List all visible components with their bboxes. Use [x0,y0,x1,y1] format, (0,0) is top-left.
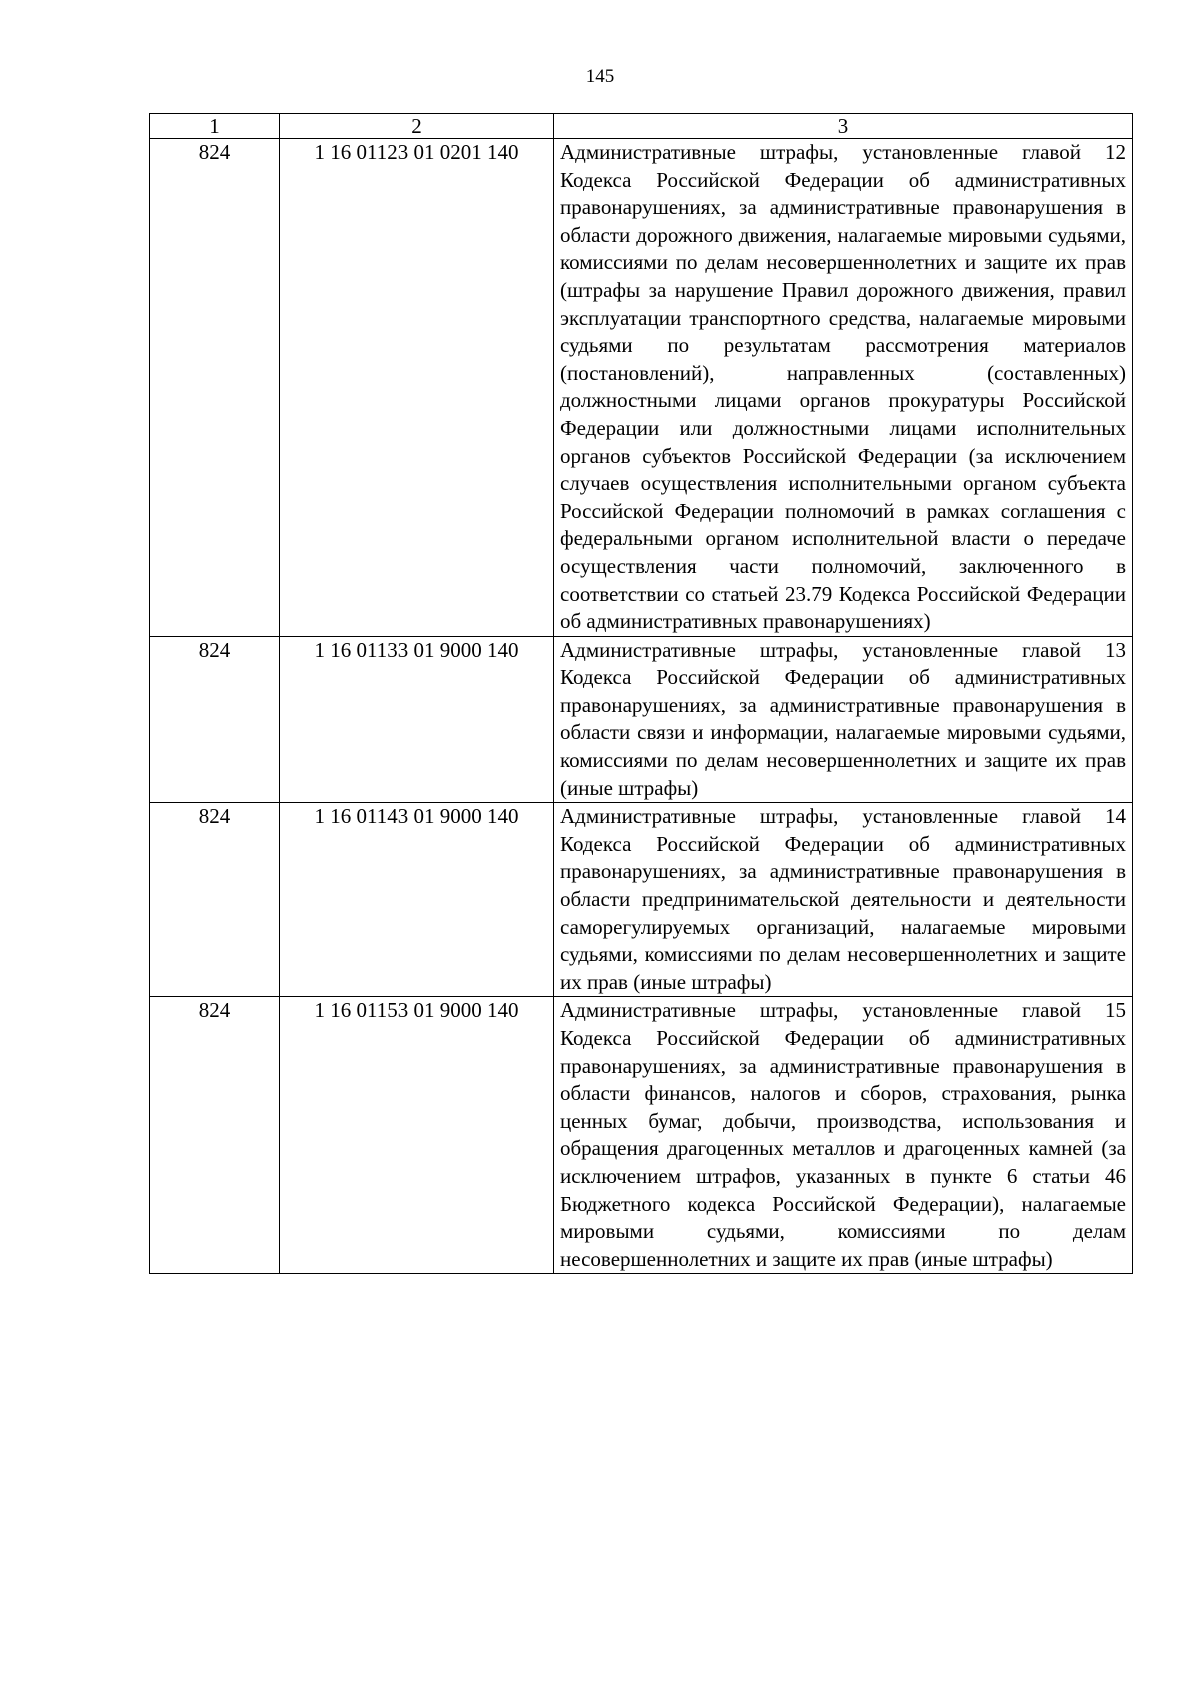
column-header-2: 2 [280,114,554,139]
column-header-1: 1 [150,114,280,139]
budget-classification-table [149,113,1133,1274]
admin-code-cell: 824 [150,139,280,637]
description-cell: Административные штрафы, установленные главой 12 Кодекса Российской Федерации об административных правонарушениях, за административные правонарушения в области дорожного движения, налагаемые мировыми судьями, комиссиями по делам несовершеннолетних и защите их прав (штрафы за нарушение Правил дорожного движения, правил эксплуатации транспортного средства, налагаемые мировыми судьями по результатам рассмотрения материалов (постановлений), направленных (составленных) должностными лицами органов прокуратуры Российской Федерации или должностными лицами исполнительных органов субъектов Российской Федерации (за исключением случаев осуществления исполнительными органом субъекта Российской Федерации полномочий в рамках соглашения с федеральными органом исполнительной власти о передаче осуществления части полномочий, заключенного в соответствии со статьей 23.79 Кодекса Российской Федерации об административных правонарушениях) [554,139,1133,637]
kbk-code-cell: 1 16 01123 01 0201 140 [280,139,554,637]
description-cell: Административные штрафы, установленные главой 15 Кодекса Российской Федерации об административных правонарушениях, за административные правонарушения в области финансов, налогов и сборов, страхования, рынка ценных бумаг, добычи, производства, использования и обращения драгоценных металлов и драгоценных камней (за исключением штрафов, указанных в пункте 6 статьи 46 Бюджетного кодекса Российской Федерации), налагаемые мировыми судьями, комиссиями по делам несовершеннолетних и защите их прав (иные штрафы) [554,997,1133,1274]
table-row [150,139,1133,637]
kbk-code-cell: 1 16 01153 01 9000 140 [280,997,554,1274]
table-row [150,636,1133,803]
admin-code-cell: 824 [150,997,280,1274]
table-header-row [150,114,1133,139]
description-cell: Административные штрафы, установленные главой 14 Кодекса Российской Федерации об административных правонарушениях, за административные правонарушения в области предпринимательской деятельности и деятельности саморегулируемых организаций, налагаемые мировыми судьями, комиссиями по делам несовершеннолетних и защите их прав (иные штрафы) [554,803,1133,997]
admin-code-cell: 824 [150,803,280,997]
column-header-3: 3 [554,114,1133,139]
admin-code-cell: 824 [150,636,280,803]
description-cell: Административные штрафы, установленные главой 13 Кодекса Российской Федерации об административных правонарушениях, за административные правонарушения в области связи и информации, налагаемые мировыми судьями, комиссиями по делам несовершеннолетних и защите их прав (иные штрафы) [554,636,1133,803]
kbk-code-cell: 1 16 01133 01 9000 140 [280,636,554,803]
kbk-code-cell: 1 16 01143 01 9000 140 [280,803,554,997]
table-row [150,997,1133,1274]
page-number: 145 [585,66,615,87]
table-row [150,803,1133,997]
